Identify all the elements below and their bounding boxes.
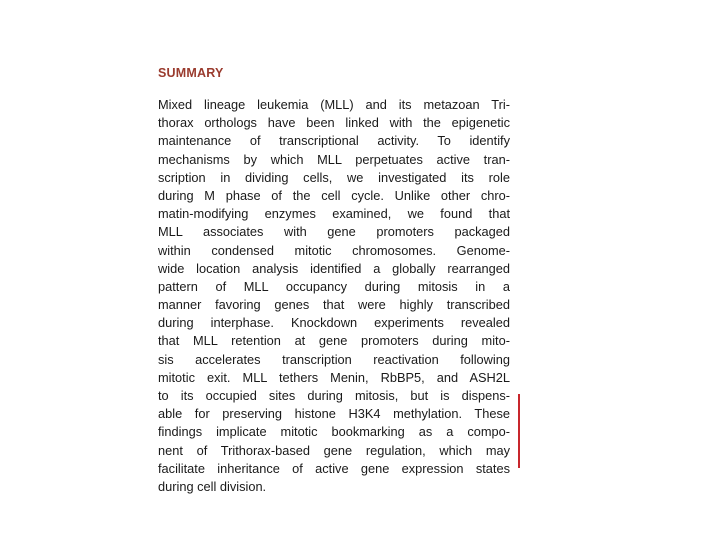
summary-line: thorax orthologs have been linked with the epigenetic xyxy=(158,115,510,131)
summary-line: Mixed lineage leukemia (MLL) and its metazoan Tri- xyxy=(158,97,510,112)
summary-line: during M phase of the cell cycle. Unlike other chro- xyxy=(158,187,510,203)
summary-line: that MLL retention at gene promoters during mito- xyxy=(158,333,510,349)
summary-heading: SUMMARY xyxy=(158,66,224,80)
summary-line: within condensed mitotic chromosomes. Genome- xyxy=(158,242,510,258)
summary-line: matin-modifying enzymes examined, we found that xyxy=(158,206,510,222)
summary-section xyxy=(158,66,510,496)
summary-line: able for preserving histone H3K4 methylation. These xyxy=(158,406,510,422)
summary-line: manner favoring genes that were highly transcribed xyxy=(158,297,510,313)
summary-line: sis accelerates transcription reactivation following xyxy=(158,351,510,367)
margin-accent-rule xyxy=(518,394,520,468)
summary-line: maintenance of transcriptional activity. To identify xyxy=(158,133,510,149)
summary-line: nent of Trithorax-based gene regulation, which may xyxy=(158,442,510,458)
summary-line: wide location analysis identified a globally rearranged xyxy=(158,260,510,276)
summary-line: pattern of MLL occupancy during mitosis in a xyxy=(158,278,510,294)
summary-line: during cell division. xyxy=(158,478,267,494)
summary-line: during interphase. Knockdown experiments revealed xyxy=(158,315,510,331)
summary-line: to its occupied sites during mitosis, but is dispens- xyxy=(158,388,510,403)
summary-line: mitotic exit. MLL tethers Menin, RbBP5, and ASH2L xyxy=(158,369,510,385)
summary-line: MLL associates with gene promoters packaged xyxy=(158,224,510,240)
summary-line: findings implicate mitotic bookmarking as a compo- xyxy=(158,424,510,440)
summary-body xyxy=(158,96,510,496)
summary-line: scription in dividing cells, we investigated its role xyxy=(158,169,510,185)
summary-line: mechanisms by which MLL perpetuates active tran- xyxy=(158,151,510,167)
summary-line: facilitate inheritance of active gene expression states xyxy=(158,460,510,476)
